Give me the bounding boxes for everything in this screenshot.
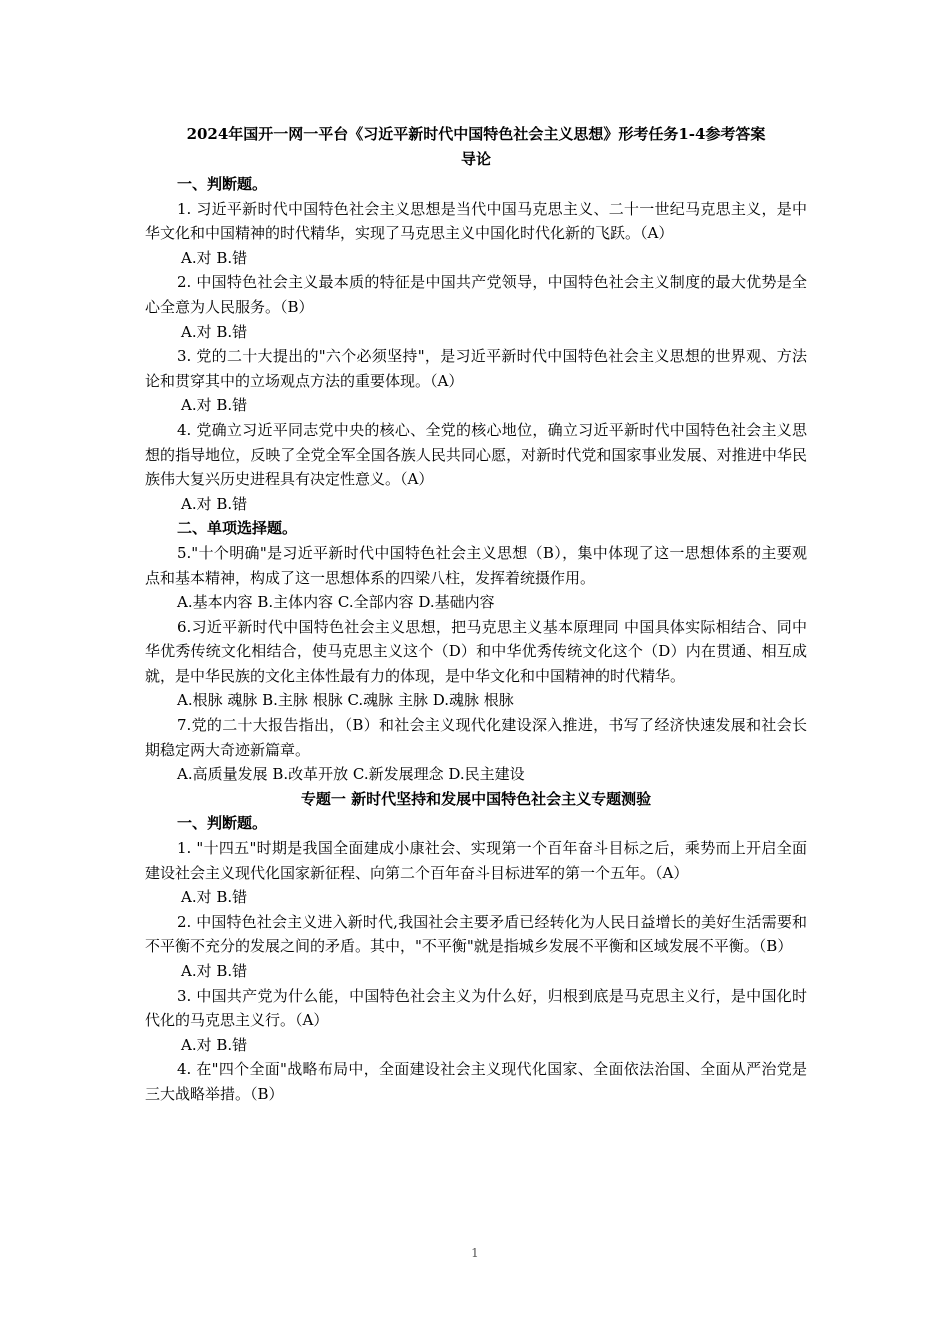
question-options: A.对 B.错 — [181, 888, 248, 907]
question-options: A.对 B.错 — [181, 962, 248, 980]
question-text: 4. 在"四个全面"战略布局中，全面建设社会主义现代化国家、全面依法治国、全面从严治党是三大战略举措。（B） — [145, 1060, 807, 1103]
question-options: A.对 B.错 — [181, 248, 248, 267]
question-options: A.高质量发展 B.改革开放 C.新发展理念 D.民主建设 — [177, 765, 525, 784]
question-text: 4. 党确立习近平同志党中央的核心、全党的核心地位，确立习近平新时代中国特色社会主义思想的指导地位，反映了全党全军全国各族人民共同心愿，对新时代党和国家事业发展、对推进中华民族伟大复兴历史进程具有决定性意义。（A） — [145, 420, 807, 489]
question-text: 7.党的二十大报告指出，（B）和社会主义现代化建设深入推进，书写了经济快速发展和社会长期稳定两大奇迹新篇章。 — [145, 716, 807, 759]
question-options: A.基本内容 B.主体内容 C.全部内容 D.基础内容 — [177, 593, 495, 612]
question-text: 3. 中国共产党为什么能，中国特色社会主义为什么好，归根到底是马克思主义行，是中国化时代化的马克思主义行。（A） — [145, 986, 807, 1030]
document-body — [145, 122, 807, 1107]
question-options: A.对 B.错 — [181, 494, 248, 513]
question-text: 2. 中国特色社会主义最本质的特征是中国共产党领导，中国特色社会主义制度的最大优势是全心全意为人民服务。（B） — [145, 273, 807, 316]
question-options: A.根脉 魂脉 B.主脉 根脉 C.魂脉 主脉 D.魂脉 根脉 — [177, 691, 514, 710]
question-text: 5."十个明确"是习近平新时代中国特色社会主义思想（B），集中体现了这一思想体系的主要观点和基本精神，构成了这一思想体系的四梁八柱，发挥着统摄作用。 — [145, 543, 807, 587]
question-text: 6.习近平新时代中国特色社会主义思想，把马克思主义基本原理同 中国具体实际相结合、同中华优秀传统文化相结合，使马克思主义这个（D）和中华优秀传统文化这个（D）内在贯通、相互成就，是中华民族的文化主体性最有力的体现，是中华文化和中国精神的时代精华。 — [145, 617, 807, 685]
section-title-intro: 导论 — [460, 150, 491, 168]
heading-single-choice: 二、单项选择题。 — [177, 519, 298, 538]
heading-true-false: 一、判断题。 — [177, 175, 268, 193]
question-text: 1. "十四五"时期是我国全面建成小康社会、实现第一个百年奋斗目标之后，乘势而上开启全面建设社会主义现代化国家新征程、向第二个百年奋斗目标进军的第一个五年。（A） — [145, 839, 807, 882]
section-title-topic1: 专题一 新时代坚持和发展中国特色社会主义专题测验 — [300, 789, 652, 808]
question-text: 2. 中国特色社会主义进入新时代,我国社会主要矛盾已经转化为人民日益增长的美好生活需要和不平衡不充分的发展之间的矛盾。其中，"不平衡"就是指城乡发展不平衡和区域发展不平衡。（B） — [145, 912, 807, 956]
question-options: A.对 B.错 — [181, 396, 248, 415]
document-title: 2024年国开一网一平台《习近平新时代中国特色社会主义思想》形考任务1-4参考答案 — [186, 125, 766, 143]
page-number: 1 — [471, 1246, 479, 1260]
question-text: 1. 习近平新时代中国特色社会主义思想是当代中国马克思主义、二十一世纪马克思主义，是中华文化和中国精神的时代精华，实现了马克思主义中国化时代化新的飞跃。（A） — [145, 199, 807, 243]
question-options: A.对 B.错 — [181, 1035, 248, 1054]
question-options: A.对 B.错 — [181, 322, 248, 341]
heading-true-false: 一、判断题。 — [177, 814, 268, 833]
question-text: 3. 党的二十大提出的"六个必须坚持"，是习近平新时代中国特色社会主义思想的世界观、方法论和贯穿其中的立场观点方法的重要体现。（A） — [145, 347, 807, 390]
